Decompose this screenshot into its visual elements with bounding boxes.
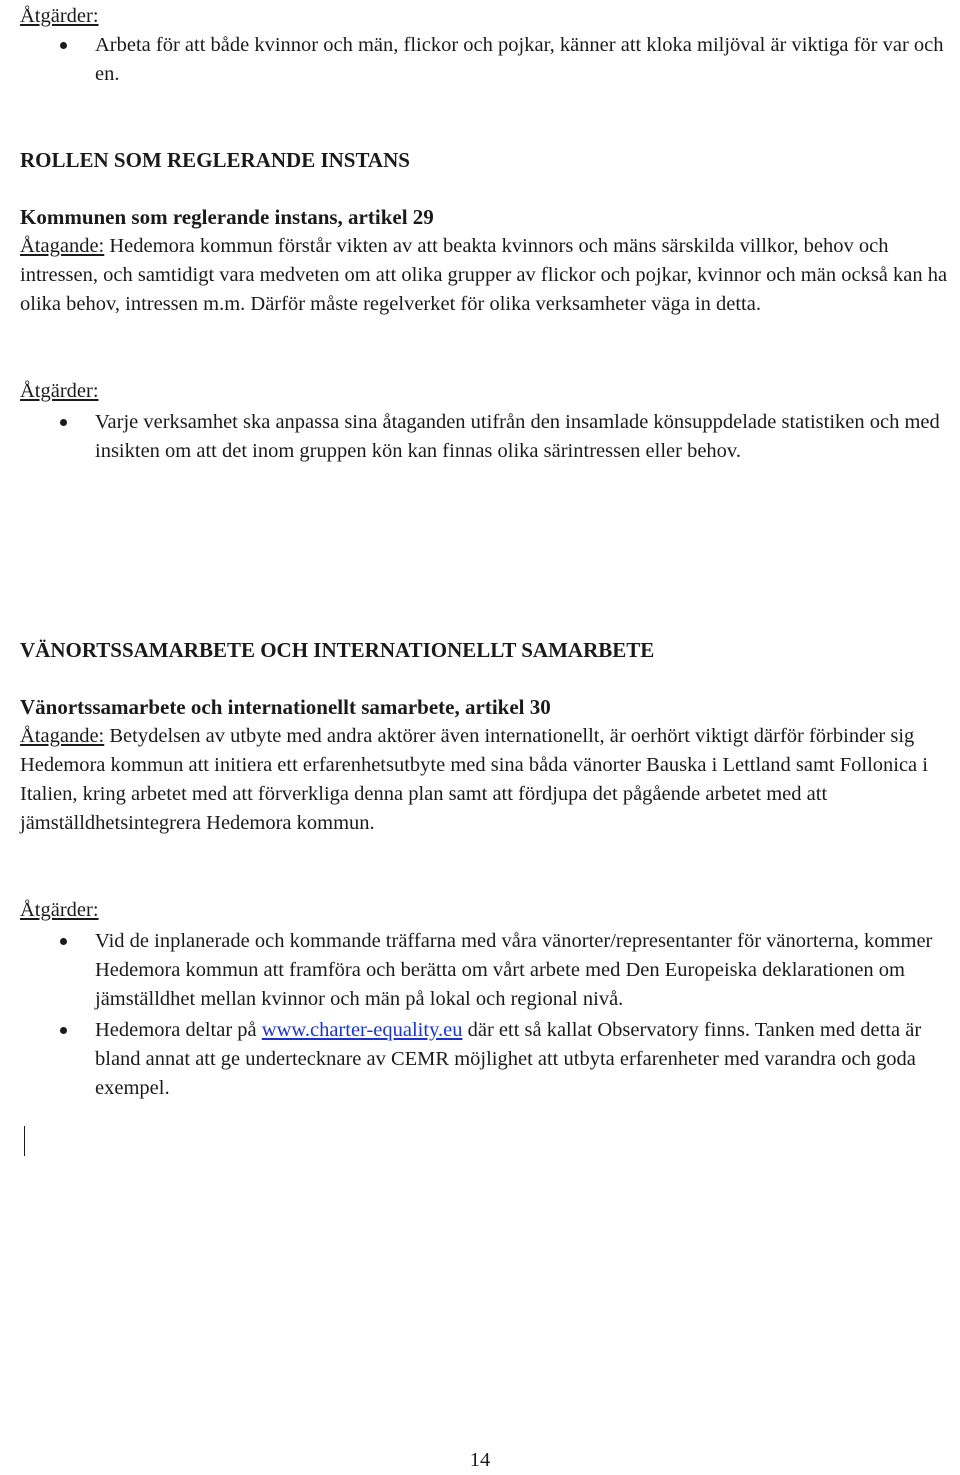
section-twinning-actions [20,896,955,1103]
commitment-paragraph [20,722,955,838]
article-title: Kommunen som reglerande instans, artikel 29 [20,205,434,229]
commitment-paragraph [20,232,955,319]
list-item-text-after: där ett så kallat Observatory finns. Tanken med detta är bland annat att ge undertecknare av CEMR möjlighet att utbyta erfarenheter med varandra och goda exempel. [95,1019,922,1099]
page-number: 14 [469,1449,491,1471]
charter-equality-link[interactable]: www.charter-equality.eu [261,1019,463,1041]
list-item [20,408,955,466]
bullet-icon [60,419,67,426]
list-item [20,31,955,89]
commitment-label: Åtagande: [20,725,105,747]
actions-label: Åtgärder: [20,899,99,921]
commitment-label: Åtagande: [20,235,105,257]
actions-list [20,31,955,89]
article-title: Vänortssamarbete och internationellt samarbete, artikel 30 [20,695,551,719]
top-actions [20,2,955,89]
list-item [20,927,955,1014]
commitment-text: Betydelsen av utbyte med andra aktörer även internationellt, är oerhört viktigt därför förbinder sig Hedemora kommun att initiera ett erfarenhetsutbyte med sina båda vänorter Bauska i Lettland samt Follonica i Italien, kring arbetet med att förverkliga denna plan samt att fördjupa det pågående arbetet med att jämställdhetsintegrera Hedemora kommun. [20,725,928,834]
section-twinning-body [20,693,955,838]
bullet-icon [60,938,67,945]
actions-list [20,927,955,1103]
list-item [20,1016,955,1103]
actions-label: Åtgärder: [20,5,99,27]
text-cursor [24,1126,25,1156]
bullet-icon [60,1027,67,1034]
actions-list [20,408,955,466]
list-item-text: Arbeta för att både kvinnor och män, flickor och pojkar, känner att kloka miljöval är viktiga för var och en. [95,34,944,85]
section-heading: ROLLEN SOM REGLERANDE INSTANS [20,148,410,172]
section-regulatory-actions [20,377,955,466]
section-heading: VÄNORTSSAMARBETE OCH INTERNATIONELLT SAMARBETE [20,638,655,662]
list-item-text: Vid de inplanerade och kommande träffarna med våra vänorter/representanter för vänorterna, kommer Hedemora kommun att framföra och berätta om vårt arbete med Den Europeiska deklarationen om jämställdhet mellan kvinnor och män på lokal och regional nivå. [95,930,933,1010]
section-regulatory [20,146,955,175]
section-twinning [20,636,955,665]
list-item-text: Varje verksamhet ska anpassa sina åtaganden utifrån den insamlade könsuppdelade statistiken och med insikten om att det inom gruppen kön kan finnas olika särintressen eller behov. [95,411,940,462]
bullet-icon [60,42,67,49]
list-item-text-before: Hedemora deltar på [95,1019,262,1041]
commitment-text: Hedemora kommun förstår vikten av att beakta kvinnors och mäns särskilda villkor, behov och intressen, och samtidigt vara medveten om att olika grupper av flickor och pojkar, kvinnor och män också kan ha olika behov, intressen m.m. Därför måste regelverket för olika verksamheter väga in detta. [20,235,948,315]
section-regulatory-body [20,203,955,319]
actions-label: Åtgärder: [20,380,99,402]
